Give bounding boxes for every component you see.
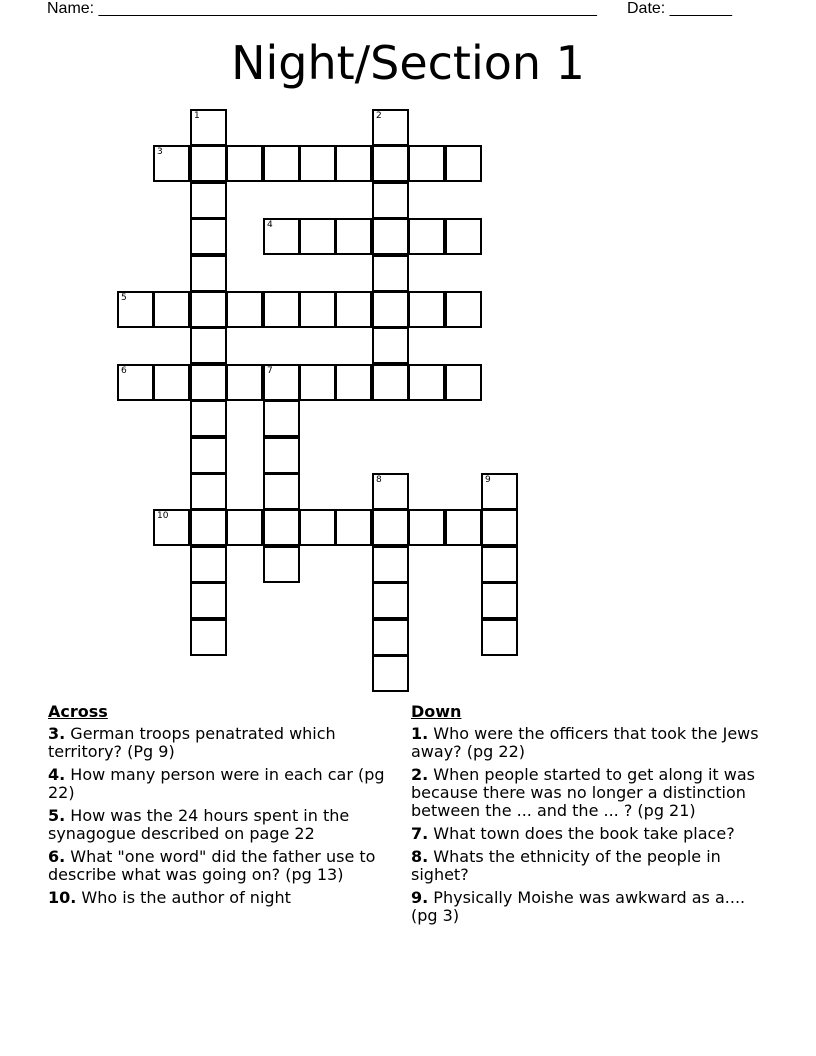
crossword-cell[interactable] (190, 255, 227, 292)
crossword-cell[interactable] (372, 546, 409, 583)
crossword-cell[interactable] (372, 145, 409, 182)
clue-number: 5 (121, 293, 127, 303)
clue-number: 4. (48, 765, 66, 784)
name-field-label: Name: ________________________________________________________ (47, 0, 597, 17)
clue-text: Who is the author of night (76, 888, 291, 907)
crossword-cell[interactable] (153, 291, 190, 328)
crossword-cell[interactable] (226, 291, 263, 328)
crossword-cell[interactable] (153, 364, 190, 401)
clue-number: 10 (157, 511, 169, 521)
clue-number: 7 (267, 366, 273, 376)
crossword-cell[interactable] (190, 109, 227, 146)
crossword-cell[interactable] (263, 509, 300, 546)
crossword-cell[interactable] (153, 145, 190, 182)
clue-number: 7. (411, 824, 429, 843)
crossword-cell[interactable] (263, 437, 300, 474)
clue-number: 10. (48, 888, 77, 907)
clue-number: 2. (411, 765, 429, 784)
clue-text: When people started to get along it was because there was no longer a distinction between the ... and the ... ? (pg 21) (411, 765, 755, 820)
clue-text: What "one word" did the father use to describe what was going on? (pg 13) (48, 847, 376, 884)
crossword-cell[interactable] (408, 364, 445, 401)
crossword-cell[interactable] (299, 509, 336, 546)
crossword-cell[interactable] (190, 182, 227, 219)
clue-text: Physically Moishe was awkward as a.... (pg 3) (411, 888, 746, 925)
crossword-cell[interactable] (190, 291, 227, 328)
clue-text: Whats the ethnicity of the people in sighet? (411, 847, 721, 884)
crossword-cell[interactable] (263, 400, 300, 437)
crossword-cell[interactable] (226, 509, 263, 546)
crossword-cell[interactable] (445, 145, 482, 182)
clue-text: How was the 24 hours spent in the synagogue described on page 22 (48, 806, 350, 843)
across-clue (48, 725, 388, 761)
crossword-cell[interactable] (263, 473, 300, 510)
crossword-cell[interactable] (445, 291, 482, 328)
crossword-cell[interactable] (190, 218, 227, 255)
crossword-cell[interactable] (299, 218, 336, 255)
across-clue (48, 848, 388, 884)
crossword-cell[interactable] (226, 145, 263, 182)
crossword-cell[interactable] (117, 291, 154, 328)
crossword-cell[interactable] (372, 364, 409, 401)
across-clue (48, 889, 388, 907)
crossword-cell[interactable] (408, 145, 445, 182)
crossword-cell[interactable] (190, 582, 227, 619)
crossword-cell[interactable] (445, 509, 482, 546)
clue-text: How many person were in each car (pg 22) (48, 765, 385, 802)
crossword-cell[interactable] (408, 509, 445, 546)
crossword-cell[interactable] (190, 509, 227, 546)
clue-number: 3. (48, 724, 66, 743)
crossword-cell[interactable] (372, 473, 409, 510)
crossword-cell[interactable] (335, 364, 372, 401)
crossword-cell[interactable] (481, 582, 518, 619)
crossword-cell[interactable] (190, 619, 227, 656)
date-field-label: Date: _______ (627, 0, 732, 17)
crossword-cell[interactable] (190, 473, 227, 510)
crossword-cell[interactable] (190, 400, 227, 437)
across-clue (48, 766, 388, 802)
clue-number: 6. (48, 847, 66, 866)
across-heading: Across (48, 702, 108, 721)
down-heading: Down (411, 702, 462, 721)
crossword-cell[interactable] (190, 546, 227, 583)
crossword-cell[interactable] (372, 218, 409, 255)
clue-number: 5. (48, 806, 66, 825)
clue-text: Who were the officers that took the Jews away? (pg 22) (411, 724, 759, 761)
crossword-cell[interactable] (335, 218, 372, 255)
down-clue (411, 766, 761, 820)
clue-number: 2 (376, 111, 382, 121)
down-clues (411, 703, 761, 930)
down-clue (411, 848, 761, 884)
crossword-cell[interactable] (372, 109, 409, 146)
crossword-cell[interactable] (190, 364, 227, 401)
crossword-cell[interactable] (299, 364, 336, 401)
clue-number: 4 (267, 220, 273, 230)
crossword-cell[interactable] (335, 509, 372, 546)
crossword-cell[interactable] (190, 327, 227, 364)
crossword-cell[interactable] (335, 291, 372, 328)
crossword-cell[interactable] (263, 546, 300, 583)
clue-number: 1. (411, 724, 429, 743)
crossword-cell[interactable] (190, 437, 227, 474)
down-clue (411, 725, 761, 761)
clue-text: German troops penatrated which territory? (Pg 9) (48, 724, 336, 761)
page-title: Night/Section 1 (231, 36, 585, 90)
crossword-cell[interactable] (372, 291, 409, 328)
crossword-cell[interactable] (481, 509, 518, 546)
clue-number: 1 (194, 111, 200, 121)
crossword-cell[interactable] (372, 255, 409, 292)
crossword-cell[interactable] (335, 145, 372, 182)
crossword-cell[interactable] (445, 364, 482, 401)
across-clues (48, 703, 388, 912)
crossword-cell[interactable] (153, 509, 190, 546)
crossword-cell[interactable] (445, 218, 482, 255)
header (47, 0, 767, 20)
clue-text: What town does the book take place? (428, 824, 735, 843)
crossword-cell[interactable] (299, 145, 336, 182)
crossword-cell[interactable] (481, 473, 518, 510)
crossword-cell[interactable] (481, 619, 518, 656)
clue-number: 6 (121, 366, 127, 376)
crossword-cell[interactable] (372, 509, 409, 546)
down-clue (411, 889, 761, 925)
clue-number: 3 (157, 147, 163, 157)
crossword-cell[interactable] (190, 145, 227, 182)
crossword-cell[interactable] (263, 291, 300, 328)
crossword-cell[interactable] (263, 364, 300, 401)
crossword-cell[interactable] (263, 218, 300, 255)
clue-number: 9. (411, 888, 429, 907)
crossword-cell[interactable] (372, 619, 409, 656)
across-clue (48, 807, 388, 843)
crossword-cell[interactable] (299, 291, 336, 328)
crossword-cell[interactable] (408, 291, 445, 328)
down-clue (411, 825, 761, 843)
crossword-cell[interactable] (117, 364, 154, 401)
crossword-cell[interactable] (481, 546, 518, 583)
clue-number: 8. (411, 847, 429, 866)
clue-number: 9 (485, 475, 491, 485)
crossword-cell[interactable] (372, 655, 409, 692)
crossword-cell[interactable] (408, 218, 445, 255)
crossword-cell[interactable] (372, 582, 409, 619)
clue-number: 8 (376, 475, 382, 485)
crossword-cell[interactable] (372, 182, 409, 219)
crossword-cell[interactable] (263, 145, 300, 182)
crossword-cell[interactable] (372, 327, 409, 364)
crossword-cell[interactable] (226, 364, 263, 401)
